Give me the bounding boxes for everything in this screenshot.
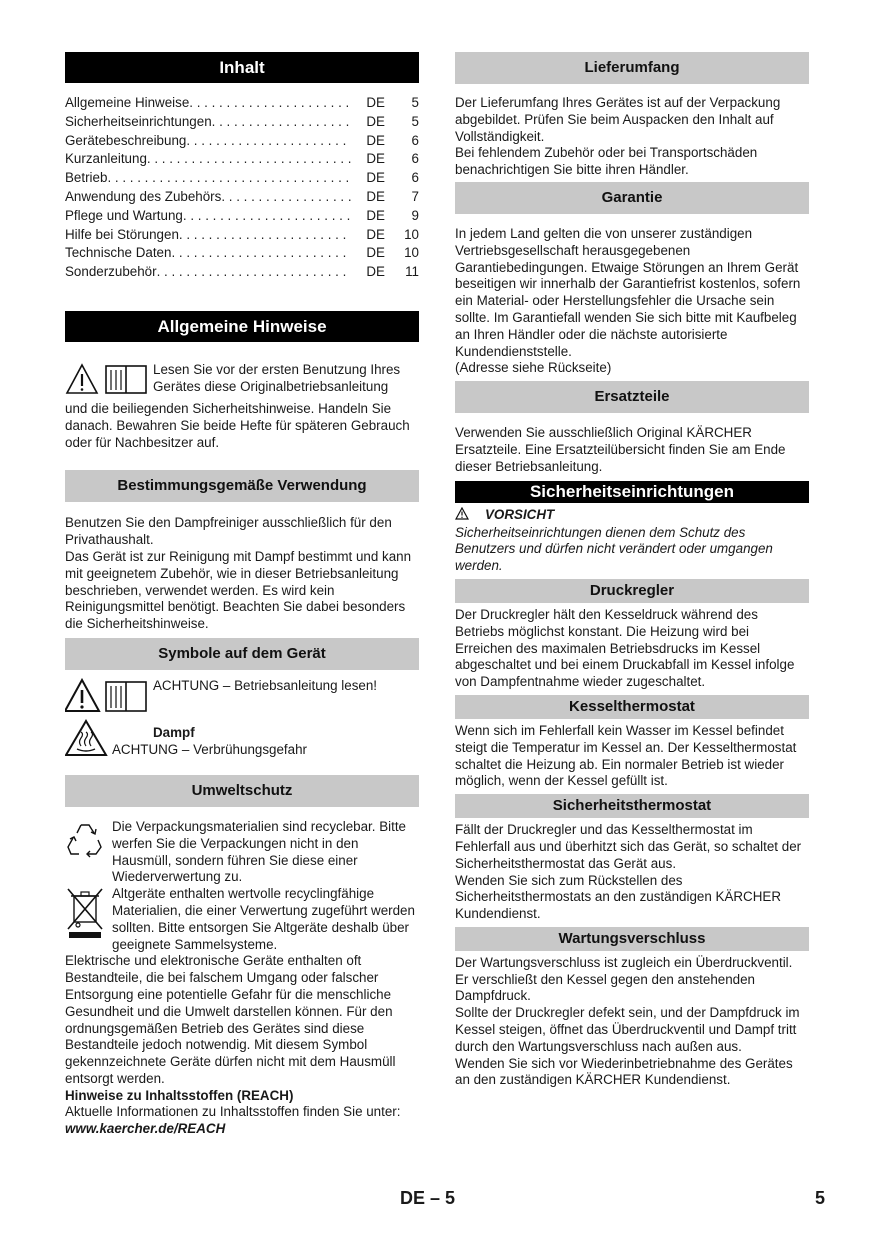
weee-text: Altgeräte enthalten wertvolle recyclingfähige Materialien, die einer Verwertung zugeführt werden sollten. Bitte entsorgen Sie Altgeräte deshalb über geeignete Sammelsysteme. [112,886,415,952]
toc-leader-dots [179,226,351,245]
toc-entry[interactable] [65,94,419,113]
toc-leader-dots [189,94,351,113]
toc-entry-page: 10 [404,226,419,242]
toc-leader-dots [157,263,351,282]
toc-entry-title: Kurzanleitung [65,151,147,167]
toc-entry-page: 5 [411,113,419,129]
toc-entry-lang: DE [366,113,385,129]
toc-entry[interactable] [65,132,419,151]
toc-leader-dots [212,113,351,132]
toc-entry[interactable] [65,169,419,188]
toc-entry-lang: DE [366,245,385,261]
toc-entry-lang: DE [366,207,385,223]
intended-use-p1: Benutzen Sie den Dampfreiniger ausschließlich für den Privathaushalt. [65,515,392,548]
toc-entry[interactable] [65,188,419,207]
electric-text: Elektrische und elektronische Geräte enthalten oft Bestandteile, die bei falschem Umgang oder falscher Entsorgung eine potentielle Gefahr für die menschliche Gesundheit und die Umwelt darstellen können. Für den ordnungsgemäßen Betrieb des Gerätes sind diese Bestandteile jedoch notwendig. Mit diesem Symbol gekennzeichnete Geräte dürfen nicht mit dem Hausmüll entsorgt werden. [65,953,396,1086]
recycle-row [65,819,419,886]
footer-page-number: 5 [815,1188,826,1208]
recycle-text: Die Verpackungsmaterialien sind recyclebar. Bitte werfen Sie die Verpackungen nicht in den Hausmüll, sondern führen Sie diese einer Wiederverwertung zu. [112,818,406,885]
caution-warning-icon [455,507,485,525]
symbols-header: Symbole auf dem Gerät [65,638,419,670]
maintenance-cap-p1: Der Wartungsverschluss ist zugleich ein Überdruckventil. Er verschließt den Kessel gegen den anstehenden Dampfdruck. [455,954,793,1004]
toc-entry[interactable] [65,150,419,169]
general-notes-line1: Lesen Sie vor der ersten Benutzung Ihres [153,361,401,377]
toc-entry-title: Pflege und Wartung [65,207,183,223]
general-notes-text: und die beiliegenden Sicherheitshinweise. Handeln Sie danach. Bewahren Sie beide Hefte für späteren Gebrauch oder für Nachbesitzer auf. [65,400,410,450]
pressure-regulator-text: Der Druckregler hält den Kesseldruck während des Betriebs möglichst konstant. Die Heizung wird bei Erreichen des maximalen Betriebsdrucks im Kessel abgeschaltet und bei einem Druckabfall im Kessel infolge von Dampfentnahme wieder zugeschaltet. [455,606,795,690]
general-notes-block [65,362,419,401]
symbol-steam-title: Dampf [153,724,195,740]
safety-devices-header: Sicherheitseinrichtungen [455,481,809,503]
toc-entry[interactable] [65,226,419,245]
toc-entry[interactable] [65,263,419,282]
environment-header: Umweltschutz [65,775,419,807]
toc-entry-title: Sonderzubehör [65,264,157,280]
toc-entry-page: 5 [411,95,419,110]
safety-thermostat-header: Sicherheitsthermostat [455,794,809,818]
symbol-steam-row [65,719,419,762]
warranty-header: Garantie [455,182,809,214]
intended-use-p2: Das Gerät ist zur Reinigung mit Dampf bestimmt und kann mit geeignetem Zubehör, wie in dieser Betriebsanleitung beschrieben, verwendet werden. Es wird kein Reinigungsmittel benötigt. Beachten Sie dabei besonders die Sicherheitshinweise. [65,548,412,632]
toc-entry-title: Hilfe bei Störungen [65,226,179,242]
toc-entry-page: 11 [405,264,419,280]
warranty-p2: (Adresse siehe Rückseite) [455,360,612,376]
maintenance-cap-p3: Wenden Sie sich vor Wiederinbetriebnahme des Gerätes an den zuständigen KÄRCHER Kundendienst. [455,1055,793,1088]
toc-leader-dots [221,188,351,207]
spare-parts-text: Verwenden Sie ausschließlich Original KÄRCHER Ersatzteile. Eine Ersatzteilübersicht finden Sie am Ende dieser Betriebsanleitung. [455,425,786,474]
toc-entry-page: 7 [411,188,419,204]
steam-warning-icon [65,719,112,762]
table-of-contents [65,94,419,282]
toc-entry-lang: DE [366,264,385,280]
safety-thermostat-p2: Wenden Sie sich zum Rückstellen des Sicherheitsthermostats an den zuständigen KÄRCHER Kundendienst. [455,872,782,922]
scope-p1: Der Lieferumfang Ihres Gerätes ist auf der Verpackung abgebildet. Prüfen Sie beim Auspacken den Inhalt auf Vollständigkeit. [455,95,781,144]
crossed-bin-icon [65,886,112,943]
toc-entry-title: Sicherheitseinrichtungen [65,113,212,129]
general-notes-line2: Gerätes diese Originalbetriebsanleitung [153,378,389,394]
scope-of-delivery-header: Lieferumfang [455,52,809,84]
toc-entry[interactable] [65,113,419,132]
right-column [455,52,809,1089]
toc-header: Inhalt [65,52,419,83]
toc-leader-dots [186,132,351,151]
safety-thermostat-p1: Fällt der Druckregler und das Kesselthermostat im Fehlerfall aus und überhitzt sich das Gerät, so schaltet der Sicherheitsthermostat das Gerät aus. [455,822,802,871]
toc-entry-lang: DE [366,226,385,242]
toc-entry-page: 6 [411,170,419,186]
toc-entry-title: Technische Daten [65,245,172,261]
toc-entry-page: 10 [404,245,419,261]
toc-entry-lang: DE [366,170,385,186]
spare-parts-header: Ersatzteile [455,381,809,413]
reach-link[interactable]: www.kaercher.de/REACH [65,1121,226,1137]
maintenance-cap-p2: Sollte der Druckregler defekt sein, und der Dampfdruck im Kessel steigen, öffnet das Überdruckventil und Dampf tritt durch den Wartungsverschluss nach außen aus. [455,1005,800,1054]
toc-entry-page: 9 [411,207,419,223]
caution-label: VORSICHT [485,507,555,523]
footer-section-label: DE – 5 [400,1188,456,1208]
toc-leader-dots [171,244,351,263]
toc-entry-page: 6 [411,151,419,167]
weee-row [65,886,419,953]
toc-entry-lang: DE [366,132,385,148]
warning-manual-icon [65,362,153,401]
maintenance-cap-header: Wartungsverschluss [455,927,809,951]
toc-entry-lang: DE [366,188,385,204]
toc-entry-lang: DE [366,95,385,110]
symbol-manual-row [65,678,419,719]
toc-leader-dots [107,169,351,188]
toc-entry-title: Betrieb [65,170,108,186]
reach-text: Aktuelle Informationen zu Inhaltsstoffen finden Sie unter: [65,1104,401,1120]
caution-line [455,507,809,525]
toc-entry-title: Gerätebeschreibung [65,132,187,148]
intended-use-header: Bestimmungsgemäße Verwendung [65,470,419,502]
left-column [65,52,419,1138]
toc-entry-title: Allgemeine Hinweise [65,95,190,110]
reach-title: Hinweise zu Inhaltsstoffen (REACH) [65,1087,294,1103]
toc-entry-lang: DE [366,151,385,167]
toc-leader-dots [147,150,351,169]
recycle-icon [65,819,112,864]
warning-manual-icon [65,678,153,719]
toc-entry-page: 6 [411,132,419,148]
toc-entry[interactable] [65,244,419,263]
toc-entry[interactable] [65,207,419,226]
symbol-manual-text: ACHTUNG – Betriebsanleitung lesen! [153,677,378,693]
general-notes-header: Allgemeine Hinweise [65,311,419,342]
symbol-steam-text: ACHTUNG – Verbrühungsgefahr [112,741,308,757]
caution-text: Sicherheitseinrichtungen dienen dem Schutz des Benutzers und dürfen nicht verändert oder umgangen werden. [455,524,773,574]
toc-leader-dots [183,207,351,226]
boiler-thermostat-header: Kesselthermostat [455,695,809,719]
warranty-p1: In jedem Land gelten die von unserer zuständigen Vertriebsgesellschaft herausgegebenen Garantiebedingungen. Etwaige Störungen an Ihrem Gerät beseitigen wir innerhalb der Garantiefrist kostenlos, sofern ein Material- oder Herstellungsfehler die Ursache sein sollte. Im Garantiefall wenden Sie sich bitte mit Kaufbeleg an Ihren Händler oder die nächste autorisierte Kundendienststelle. [455,225,801,359]
scope-p2: Bei fehlendem Zubehör oder bei Transportschäden benachrichtigen Sie bitte ihren Händler. [455,145,758,178]
toc-entry-title: Anwendung des Zubehörs [65,188,222,204]
pressure-regulator-header: Druckregler [455,579,809,603]
boiler-thermostat-text: Wenn sich im Fehlerfall kein Wasser im Kessel befindet steigt die Temperatur im Kessel an. Der Kesselthermostat schaltet die Heizung ab. Ein normaler Betrieb ist wieder möglich, wenn der Kessel gefüllt ist. [455,722,797,789]
